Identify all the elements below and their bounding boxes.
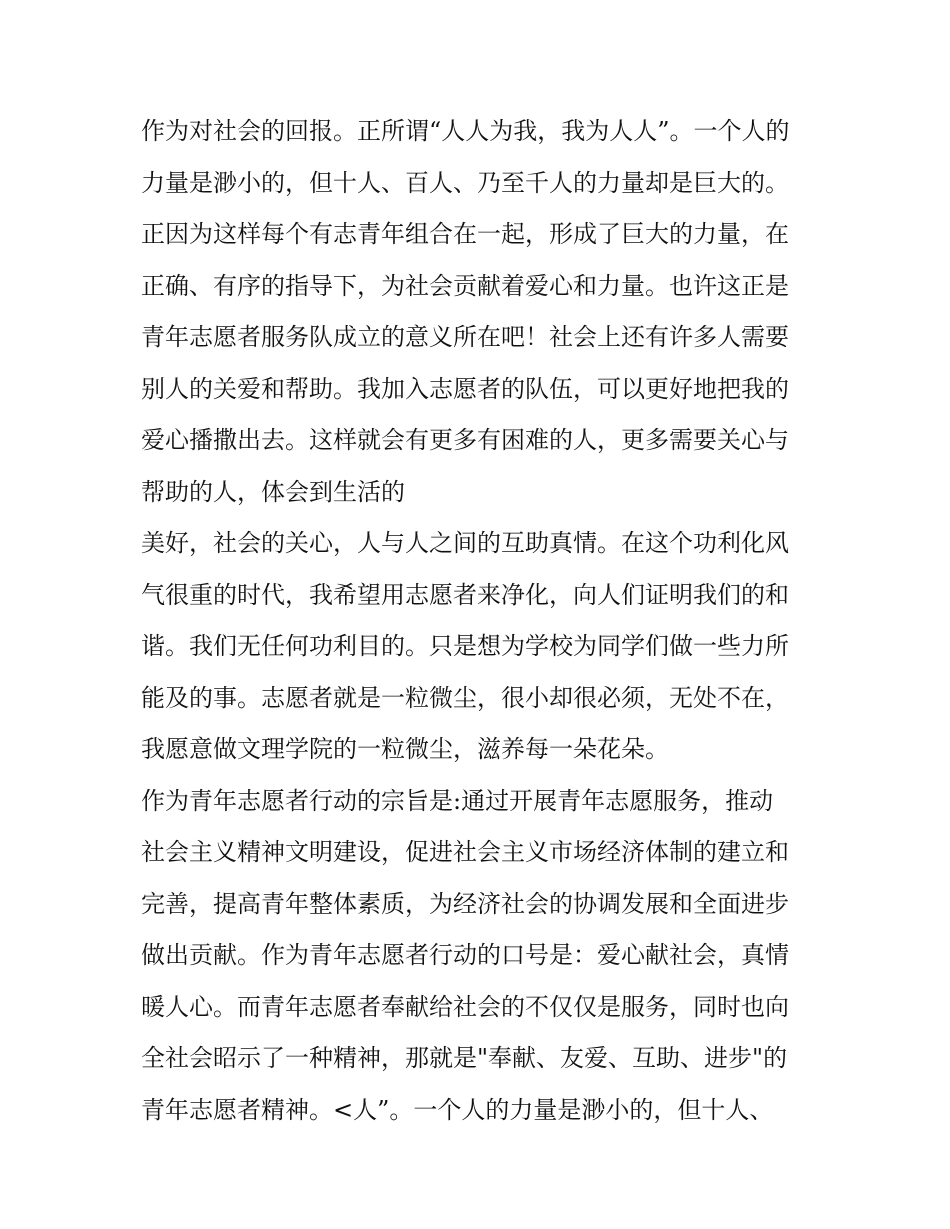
text-line: 气很重的时代，我希望用志愿者来净化，向人们证明我们的和 [141, 580, 789, 609]
text-line: 我愿意做文理学院的一粒微尘，滋养每一朵花朵。 [141, 735, 669, 763]
text-line: 正因为这样每个有志青年组合在一起，形成了巨大的力量，在 [141, 220, 789, 248]
text-line: 作为对社会的回报。正所谓“人人为我，我为人人”。一个人的 [141, 117, 790, 145]
text-line: 正确、有序的指导下，为社会贡献着爱心和力量。也许这正是 [141, 271, 789, 300]
text-line: 暖人心。而青年志愿者奉献给社会的不仅仅是服务，同时也向 [141, 992, 789, 1021]
text-line: 谐。我们无任何功利目的。只是想为学校为同学们做一些力所 [141, 632, 789, 660]
text-line: 作为青年志愿者行动的宗旨是:通过开展青年志愿服务，推动 [141, 786, 774, 815]
text-line: 青年志愿者服务队成立的意义所在吧！社会上还有许多人需要 [141, 323, 789, 351]
text-line: 力量是渺小的，但十人、百人、乃至千人的力量却是巨大的。 [141, 168, 789, 197]
body-text [141, 106, 821, 1136]
text-line: 美好，社会的关心，人与人之间的互助真情。在这个功利化风 [141, 529, 789, 557]
text-line: 别人的关爱和帮助。我加入志愿者的队伍，可以更好地把我的 [141, 374, 789, 403]
text-line: 全社会昭示了一种精神，那就是"奉献、友爱、互助、进步"的 [141, 1044, 788, 1072]
text-line: 能及的事。志愿者就是一粒微尘，很小却很必须，无处不在， [141, 683, 789, 712]
text-line: 做出贡献。作为青年志愿者行动的口号是：爱心献社会，真情 [141, 941, 789, 969]
text-line: 社会主义精神文明建设，促进社会主义市场经济体制的建立和 [141, 838, 789, 866]
text-line: 爱心播撒出去。这样就会有更多有困难的人，更多需要关心与 [141, 426, 789, 454]
text-line: 青年志愿者精神。<人”。一个人的力量是渺小的，但十人、 [141, 1095, 774, 1124]
text-line: 帮助的人，体会到生活的 [141, 477, 405, 506]
text-line: 完善，提高青年整体素质，为经济社会的协调发展和全面进步 [141, 889, 789, 918]
